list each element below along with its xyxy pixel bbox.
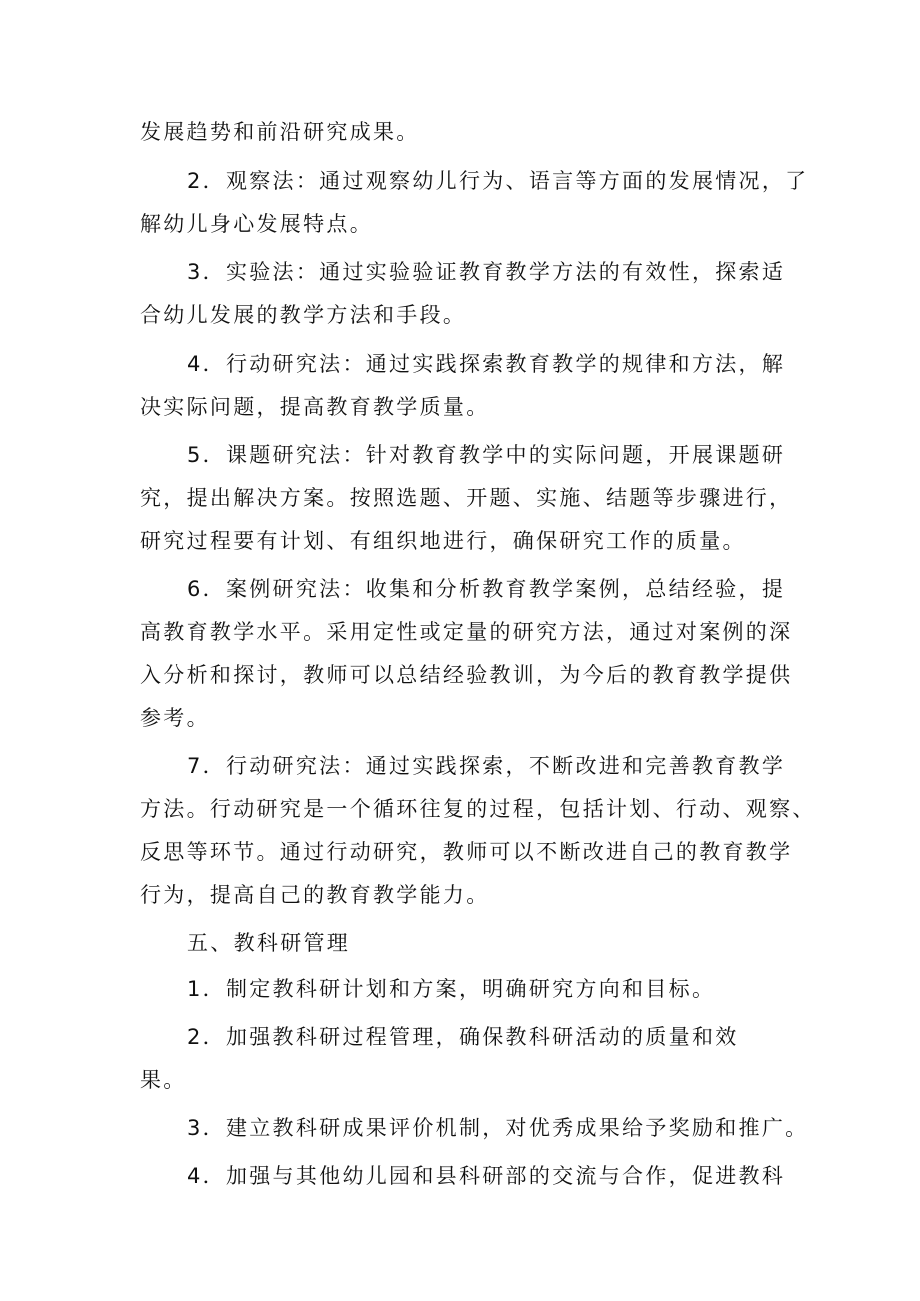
text-line: 行为，提高自己的教育教学能力。 — [140, 883, 490, 907]
text-line: 研究过程要有计划、有组织地进行，确保研究工作的质量。 — [140, 529, 746, 553]
management-item-2: 2．加强教科研过程管理，确保教科研活动的质量和效 — [187, 1025, 739, 1049]
list-item-experiment: 3．实验法：通过实验验证教育教学方法的有效性，探索适 — [187, 260, 786, 284]
text-line: 高教育教学水平。采用定性或定量的研究方法，通过对案例的深 — [140, 620, 793, 644]
list-item-observation: 2．观察法：通过观察幼儿行为、语言等方面的发展情况，了 — [187, 169, 809, 193]
text-line: 方法。行动研究是一个循环往复的过程，包括计划、行动、观察、 — [140, 797, 816, 821]
management-item-4: 4．加强与其他幼儿园和县科研部的交流与合作，促进教科 — [187, 1164, 786, 1188]
management-item-3: 3．建立教科研成果评价机制，对优秀成果给予奖励和推广。 — [187, 1116, 809, 1140]
text-line: 决实际问题，提高教育教学质量。 — [140, 395, 490, 419]
text-line: 入分析和探讨，教师可以总结经验教训，为今后的教育教学提供 — [140, 663, 793, 687]
list-item-topic-research: 5．课题研究法：针对教育教学中的实际问题，开展课题研 — [187, 443, 786, 467]
section-heading: 五、教科研管理 — [187, 931, 351, 955]
list-item-case-study: 6．案例研究法：收集和分析教育教学案例，总结经验，提 — [187, 577, 786, 601]
text-line: 发展趋势和前沿研究成果。 — [140, 120, 420, 144]
text-line: 究，提出解决方案。按照选题、开题、实施、结题等步骤进行， — [140, 486, 793, 510]
text-line: 果。 — [140, 1068, 187, 1092]
text-line: 反思等环节。通过行动研究，教师可以不断改进自己的教育教学 — [140, 840, 793, 864]
list-item-action-research-2: 7．行动研究法：通过实践探索，不断改进和完善教育教学 — [187, 754, 786, 778]
management-item-1: 1．制定教科研计划和方案，明确研究方向和目标。 — [187, 977, 716, 1001]
text-line: 参考。 — [140, 706, 210, 730]
text-line: 解幼儿身心发展特点。 — [140, 212, 373, 236]
list-item-action-research: 4．行动研究法：通过实践探索教育教学的规律和方法，解 — [187, 352, 786, 376]
text-line: 合幼儿发展的教学方法和手段。 — [140, 303, 467, 327]
